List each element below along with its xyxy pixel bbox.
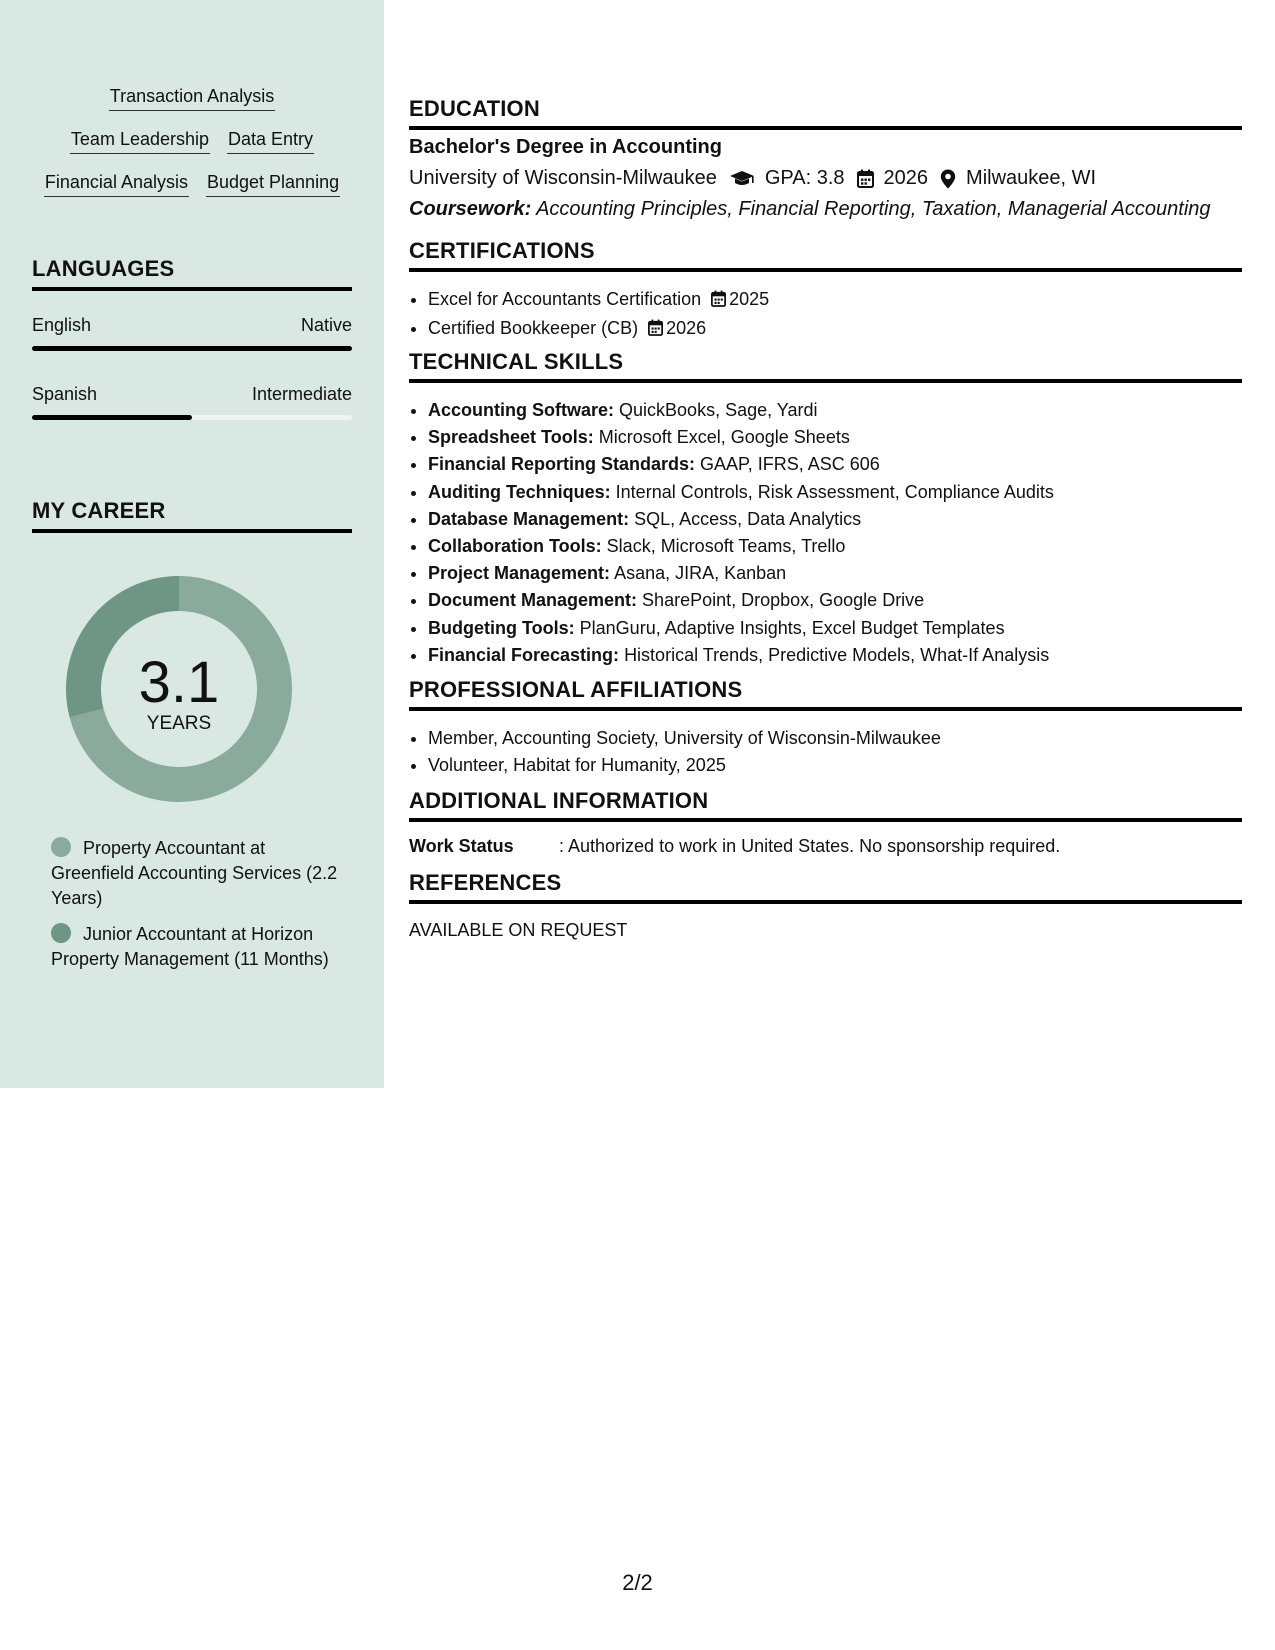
language-bar-fill: [32, 415, 192, 420]
language-spanish: [32, 383, 352, 420]
career-total: 3.1: [138, 650, 220, 715]
skill-value: Microsoft Excel, Google Sheets: [598, 427, 850, 448]
skill-tag: Team Leadership: [70, 127, 210, 154]
career-donut-chart: [66, 576, 292, 802]
career-legend: [51, 836, 351, 983]
language-bar: [32, 415, 352, 420]
skill-label: Budgeting Tools:: [428, 617, 575, 638]
language-name: English: [32, 315, 92, 335]
list-item: [428, 315, 769, 344]
certification-year: 2026: [666, 318, 707, 338]
graduation-cap-icon: [729, 170, 755, 188]
skill-label: Project Management:: [428, 563, 611, 584]
legend-dot: [51, 837, 71, 857]
list-item: [428, 506, 1054, 533]
work-status-label: Work Status: [409, 836, 514, 856]
list-item: [428, 451, 1054, 478]
skill-value: SQL, Access, Data Analytics: [634, 508, 862, 529]
skill-value: Asana, JIRA, Kanban: [614, 563, 787, 584]
career-item: [51, 836, 351, 911]
technical-skills-heading: TECHNICAL SKILLS: [409, 349, 1242, 383]
coursework-label: Coursework:: [409, 198, 532, 220]
skill-tag: Transaction Analysis: [109, 84, 275, 111]
skill-tag: Data Entry: [227, 127, 314, 154]
education-details: [409, 167, 1096, 190]
school-name: University of Wisconsin-Milwaukee: [409, 167, 717, 189]
additional-info-heading: ADDITIONAL INFORMATION: [409, 788, 1242, 822]
skill-value: Slack, Microsoft Teams, Trello: [606, 536, 846, 557]
calendar-icon: [648, 317, 663, 344]
education-location: Milwaukee, WI: [966, 167, 1097, 189]
skill-label: Spreadsheet Tools:: [428, 427, 594, 448]
work-status-value: : Authorized to work in United States. No sponsorship required.: [559, 836, 1061, 856]
certification-year: 2025: [729, 289, 770, 309]
skill-tags: [32, 84, 352, 213]
skill-tag: Financial Analysis: [44, 170, 189, 197]
skill-label: Financial Forecasting:: [428, 644, 620, 665]
language-level: Intermediate: [251, 384, 352, 404]
skill-value: Historical Trends, Predictive Models, What-If Analysis: [624, 644, 1050, 665]
certification-name: Excel for Accountants Certification: [428, 289, 702, 309]
skill-value: PlanGuru, Adaptive Insights, Excel Budget Templates: [579, 617, 1005, 638]
language-name: Spanish: [32, 384, 98, 404]
list-item: • Volunteer, Habitat for Humanity, 2025: [428, 752, 941, 779]
languages-heading: LANGUAGES: [32, 256, 352, 291]
certification-name: Certified Bookkeeper (CB): [428, 318, 639, 338]
skill-value: QuickBooks, Sage, Yardi: [619, 400, 818, 420]
coursework-text: Accounting Principles, Financial Reporting, Taxation, Managerial Accounting: [536, 198, 1211, 220]
skill-label: Accounting Software:: [428, 400, 615, 420]
list-item: [428, 533, 1054, 560]
legend-dot: [51, 923, 71, 943]
references-heading: REFERENCES: [409, 870, 1242, 904]
list-item: • Member, Accounting Society, University of Wisconsin-Milwaukee: [428, 725, 941, 752]
skill-value: GAAP, IFRS, ASC 606: [700, 454, 880, 475]
degree-title: Bachelor's Degree in Accounting: [409, 136, 722, 158]
list-item: [428, 587, 1054, 614]
skill-label: Collaboration Tools:: [428, 536, 602, 557]
skill-value: SharePoint, Dropbox, Google Drive: [642, 590, 925, 611]
list-item: [428, 560, 1054, 587]
language-bar: [32, 346, 352, 351]
graduation-year: 2026: [883, 167, 929, 189]
skill-label: Document Management:: [428, 590, 638, 611]
language-english: [32, 314, 352, 351]
list-item: [428, 397, 1054, 424]
education-heading: EDUCATION: [409, 96, 1242, 130]
language-bar-fill: [32, 346, 352, 351]
list-item: [428, 286, 769, 315]
skill-tag: Budget Planning: [206, 170, 340, 197]
list-item: [428, 479, 1054, 506]
career-heading: MY CAREER: [32, 498, 352, 533]
affiliations-heading: PROFESSIONAL AFFILIATIONS: [409, 677, 1242, 711]
list-item: [428, 424, 1054, 451]
calendar-icon: [711, 288, 726, 315]
skill-label: Database Management:: [428, 508, 630, 529]
work-status: [409, 836, 1060, 857]
skill-label: Financial Reporting Standards:: [428, 454, 696, 475]
list-item: [428, 615, 1054, 642]
calendar-icon: [857, 169, 874, 188]
affiliations-list: [409, 725, 941, 779]
page-number: 2/2: [622, 1570, 653, 1595]
sidebar: [0, 0, 384, 1088]
skill-value: Internal Controls, Risk Assessment, Compliance Audits: [615, 481, 1054, 502]
certifications-list: [409, 286, 769, 344]
gpa: GPA: 3.8: [764, 167, 845, 189]
certifications-heading: CERTIFICATIONS: [409, 238, 1242, 272]
list-item: [428, 642, 1054, 669]
career-unit: YEARS: [146, 713, 212, 734]
coursework: [409, 198, 1211, 221]
references-text: AVAILABLE ON REQUEST: [409, 920, 628, 940]
career-item-text: Property Accountant at Greenfield Accounting Services (2.2 Years): [51, 838, 338, 908]
language-level: Native: [300, 315, 352, 335]
map-pin-icon: [940, 169, 956, 189]
career-item-text: Junior Accountant at Horizon Property Management (11 Months): [51, 924, 329, 969]
career-item: [51, 922, 351, 972]
technical-skills-list: [409, 397, 1054, 669]
skill-label: Auditing Techniques:: [428, 481, 611, 502]
